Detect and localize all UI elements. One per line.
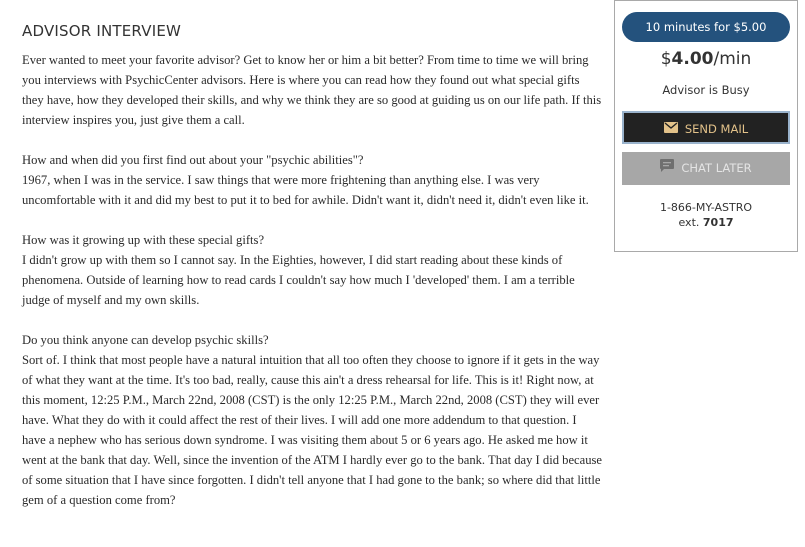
price-unit: /min: [713, 49, 752, 69]
chat-bubble-icon: [660, 152, 674, 185]
chat-later-button[interactable]: [622, 152, 790, 185]
send-mail-label: SEND MAIL: [684, 122, 749, 136]
answer-text: I didn't grow up with them so I cannot say. In the Eighties, however, I did start reading about these kinds of phenomena. Outside of learning how to read cards I couldn't say how much I 'developed' them. I am a terrible judge of myself and my own skills.: [22, 253, 575, 307]
extension-label: ext.: [678, 216, 700, 229]
advisor-status: Advisor is Busy: [662, 83, 750, 97]
answer-text: 1967, when I was in the service. I saw things that were more frightening than anything else. I was very uncomfortable with it and did my best to put it to bed for awhile. Didn't want it, didn't need it, didn't even like it.: [22, 173, 589, 207]
phone-contact: [615, 200, 797, 230]
interview-intro: Ever wanted to meet your favorite advisor? Get to know her or him a bit better? From time to time we will bring you interviews with PsychicCenter advisors. Here is where you can read how they found out what special gifts they have, how they developed their skills, and why we think they are so good at guiding us on our life path. If this interview inspires you, just give them a call.: [22, 53, 602, 127]
qa-item: [22, 230, 602, 310]
question-text: How was it growing up with these special gifts?: [22, 233, 265, 247]
qa-item: [22, 150, 602, 210]
offer-button[interactable]: 10 minutes for $5.00: [622, 12, 790, 42]
price-per-minute: [615, 49, 797, 69]
extension-number: 7017: [702, 216, 734, 229]
advisor-sidebar: [614, 0, 798, 252]
question-text: Do you think anyone can develop psychic skills?: [22, 333, 269, 347]
question-text: How and when did you first find out about your "psychic abilities"?: [22, 153, 364, 167]
page-title: ADVISOR INTERVIEW: [22, 22, 182, 40]
phone-extension: [615, 215, 797, 230]
send-mail-button[interactable]: [622, 111, 790, 144]
answer-text: Sort of. I think that most people have a natural intuition that all too often they choose to ignore if it gets in the way of what they want at the time. It's too bad, really, cause this ain't a dress rehearsal for life. This is it! Right now, at this moment, 12:25 P.M., March 22nd, 2008 (CST) is the only 12:25 P.M., March 22nd, 2008 (CST) they will ever have. What they do with it could affect the rest of their lives. I will add one more addendum to that question. I have a nephew who has serious down syndrome. I was visiting them about 5 or 6 years ago. He asked me how it went at the bank that day. Well, since the invention of the ATM I hardly ever go to the bank. That day I did because of some situation that I have since forgotten. I didn't tell anyone that I had gone to the bank; so where did that little gem of a question come from?: [22, 353, 602, 507]
price-amount: 4.00: [671, 49, 714, 69]
phone-number[interactable]: 1-866-MY-ASTRO: [659, 201, 753, 214]
interview-article: [22, 22, 602, 530]
price-currency: $: [660, 49, 672, 69]
chat-later-label: CHAT LATER: [681, 161, 752, 175]
qa-item: [22, 330, 602, 510]
envelope-icon: [664, 113, 678, 146]
